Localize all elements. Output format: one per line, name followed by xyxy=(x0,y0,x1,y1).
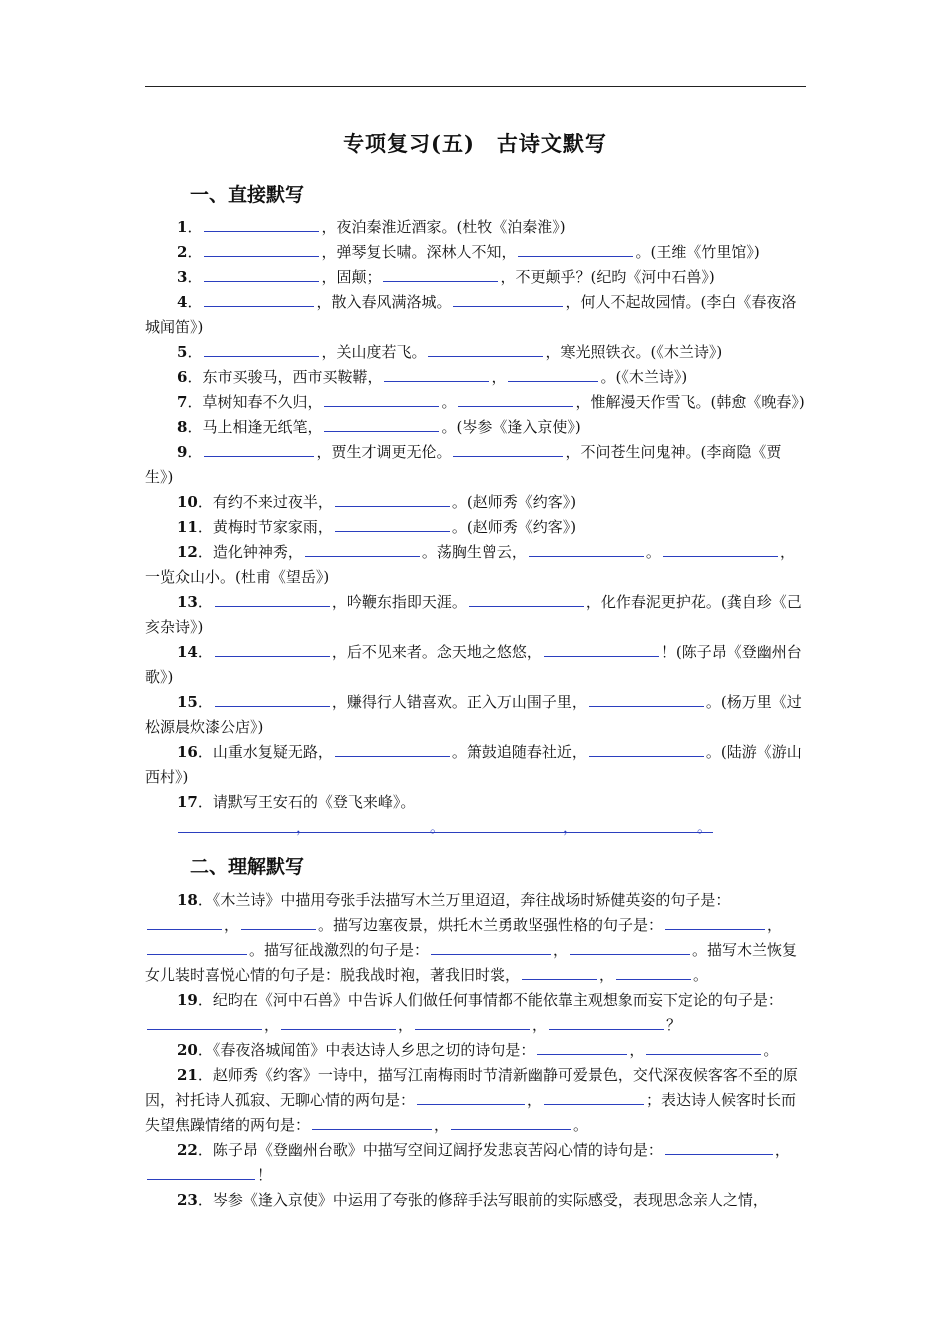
answer-blank[interactable] xyxy=(215,692,330,707)
answer-blank[interactable] xyxy=(522,965,597,980)
answer-blank[interactable] xyxy=(147,915,222,930)
question-9: 9． ，贾生才调更无伦。 ，不问苍生问鬼神。(李商隐《贾生》) xyxy=(145,443,782,486)
page-title: 专项复习(五) 古诗文默写 xyxy=(343,131,607,156)
header-rule xyxy=(145,86,806,87)
answer-blank[interactable] xyxy=(417,1090,525,1105)
question-5: 5． ，关山度若飞。 ，寒光照铁衣。(《木兰诗》) xyxy=(177,343,723,361)
question-19: 19．纪昀在《河中石兽》中告诉人们做任何事情都不能依靠主观想象而妄下定论的句子是：， ， ， ？ xyxy=(145,988,807,1038)
answer-blank[interactable] xyxy=(204,217,319,232)
question-4: 4． ，散入春风满洛城。 ，何人不起故园情。(李白《春夜洛城闻笛》) xyxy=(145,293,797,336)
answer-blank[interactable] xyxy=(453,442,563,457)
question-18: 18．《木兰诗》中描用夸张手法描写木兰万里迢迢，奔往战场时矫健英姿的句子是：， 。描写边塞夜景，烘托木兰勇敢坚强性格的句子是： ，。描写征战激烈的句子是： ， 。描写木兰恢复女儿装时喜悦心情的句子是：脱我战时袍，著我旧时裳， ， 。 xyxy=(145,891,798,984)
answer-blank[interactable] xyxy=(458,392,573,407)
answer-blank[interactable] xyxy=(529,542,644,557)
answer-blank[interactable] xyxy=(508,367,598,382)
question-7: 7．草树知春不久归， 。 ，惟解漫天作雪飞。(韩愈《晚春》) xyxy=(177,393,805,411)
answer-blank[interactable] xyxy=(415,1015,530,1030)
answer-blank[interactable] xyxy=(335,492,450,507)
question-17: 17．请默写王安石的《登飞来峰》。 xyxy=(177,793,416,811)
question-22: 22．陈子昂《登幽州台歌》中描写空间辽阔抒发悲哀苦闷心情的诗句是： ，！ xyxy=(145,1138,807,1188)
answer-blank[interactable] xyxy=(646,1040,761,1055)
question-11: 11．黄梅时节家家雨， 。(赵师秀《约客》) xyxy=(177,518,577,536)
question-23: 23．岑参《逢入京使》中运用了夸张的修辞手法写眼前的实际感受，表现思念亲人之情， xyxy=(177,1191,768,1209)
answer-blank[interactable] xyxy=(451,1115,571,1130)
answer-blank[interactable] xyxy=(616,965,691,980)
answer-blank[interactable] xyxy=(241,915,316,930)
question-10: 10．有约不来过夜半， 。(赵师秀《约客》) xyxy=(177,493,577,511)
answer-blank[interactable] xyxy=(147,1165,255,1180)
answer-blank[interactable] xyxy=(215,592,330,607)
question-13: 13． ，吟鞭东指即天涯。 ，化作春泥更护花。(龚自珍《己亥杂诗》) xyxy=(145,593,802,636)
question-8: 8．马上相逢无纸笔， 。(岑参《逢入京使》) xyxy=(177,418,581,436)
section-heading-direct: 一、直接默写 xyxy=(190,184,305,206)
answer-blank[interactable] xyxy=(383,267,498,282)
answer-blank[interactable] xyxy=(537,1040,627,1055)
answer-blank[interactable] xyxy=(663,542,778,557)
question-14: 14． ，后不见来者。念天地之悠悠， ！(陈子昂《登幽州台歌》) xyxy=(145,643,802,686)
answer-blank[interactable] xyxy=(147,940,247,955)
question-20: 20．《春夜洛城闻笛》中表达诗人乡思之切的诗句是： ， 。 xyxy=(177,1041,779,1059)
answer-blank[interactable] xyxy=(544,642,659,657)
answer-blank[interactable] xyxy=(570,940,690,955)
answer-blank[interactable] xyxy=(335,742,450,757)
answer-blank[interactable] xyxy=(384,367,489,382)
answer-line-17[interactable]: ， 。 ， 。 xyxy=(178,818,713,833)
question-2: 2． ，弹琴复长啸。深林人不知， 。(王维《竹里馆》) xyxy=(177,243,760,261)
answer-blank[interactable] xyxy=(305,542,420,557)
answer-blank[interactable] xyxy=(204,242,319,257)
answer-blank[interactable] xyxy=(665,915,765,930)
answer-blank[interactable] xyxy=(431,940,551,955)
section-understanding-questions xyxy=(145,888,807,1213)
answer-blank[interactable] xyxy=(312,1115,432,1130)
answer-blank[interactable] xyxy=(281,1015,396,1030)
section-heading-understanding: 二、理解默写 xyxy=(190,856,305,878)
answer-blank[interactable] xyxy=(428,342,543,357)
answer-blank[interactable] xyxy=(544,1090,644,1105)
section-direct-questions xyxy=(145,215,807,815)
question-6: 6．东市买骏马，西市买鞍鞯， ， 。(《木兰诗》) xyxy=(177,368,688,386)
question-15: 15． ，赚得行人错喜欢。正入万山围子里， 。(杨万里《过松源晨炊漆公店》) xyxy=(145,693,802,736)
answer-blank[interactable] xyxy=(589,742,704,757)
answer-blank[interactable] xyxy=(589,692,704,707)
answer-blank[interactable] xyxy=(324,417,439,432)
answer-blank[interactable] xyxy=(204,292,314,307)
answer-blank[interactable] xyxy=(453,292,563,307)
answer-blank[interactable] xyxy=(204,342,319,357)
answer-blank[interactable] xyxy=(665,1140,773,1155)
answer-blank[interactable] xyxy=(518,242,633,257)
question-12: 12．造化钟神秀， 。荡胸生曾云， 。 ，一览众山小。(杜甫《望岳》) xyxy=(145,543,795,586)
question-3: 3． ，固颠； ，不更颠乎？(纪昀《河中石兽》) xyxy=(177,268,715,286)
answer-blank[interactable] xyxy=(204,442,314,457)
question-16: 16．山重水复疑无路， 。箫鼓追随春社近， 。(陆游《游山西村》) xyxy=(145,743,802,786)
answer-blank[interactable] xyxy=(324,392,439,407)
answer-blank[interactable] xyxy=(469,592,584,607)
question-21: 21．赵师秀《约客》一诗中，描写江南梅雨时节清新幽静可爱景色，交代深夜候客客不至的原因，衬托诗人孤寂、无聊心情的两句是： ， ；表达诗人候客时长而失望焦躁情绪的两句是： ， 。 xyxy=(145,1066,798,1134)
answer-blank[interactable] xyxy=(147,1015,262,1030)
answer-blank[interactable] xyxy=(549,1015,664,1030)
answer-blank[interactable] xyxy=(204,267,319,282)
answer-blank[interactable] xyxy=(335,517,450,532)
answer-blank[interactable] xyxy=(215,642,330,657)
question-1: 1． ，夜泊秦淮近酒家。(杜牧《泊秦淮》) xyxy=(177,218,566,236)
